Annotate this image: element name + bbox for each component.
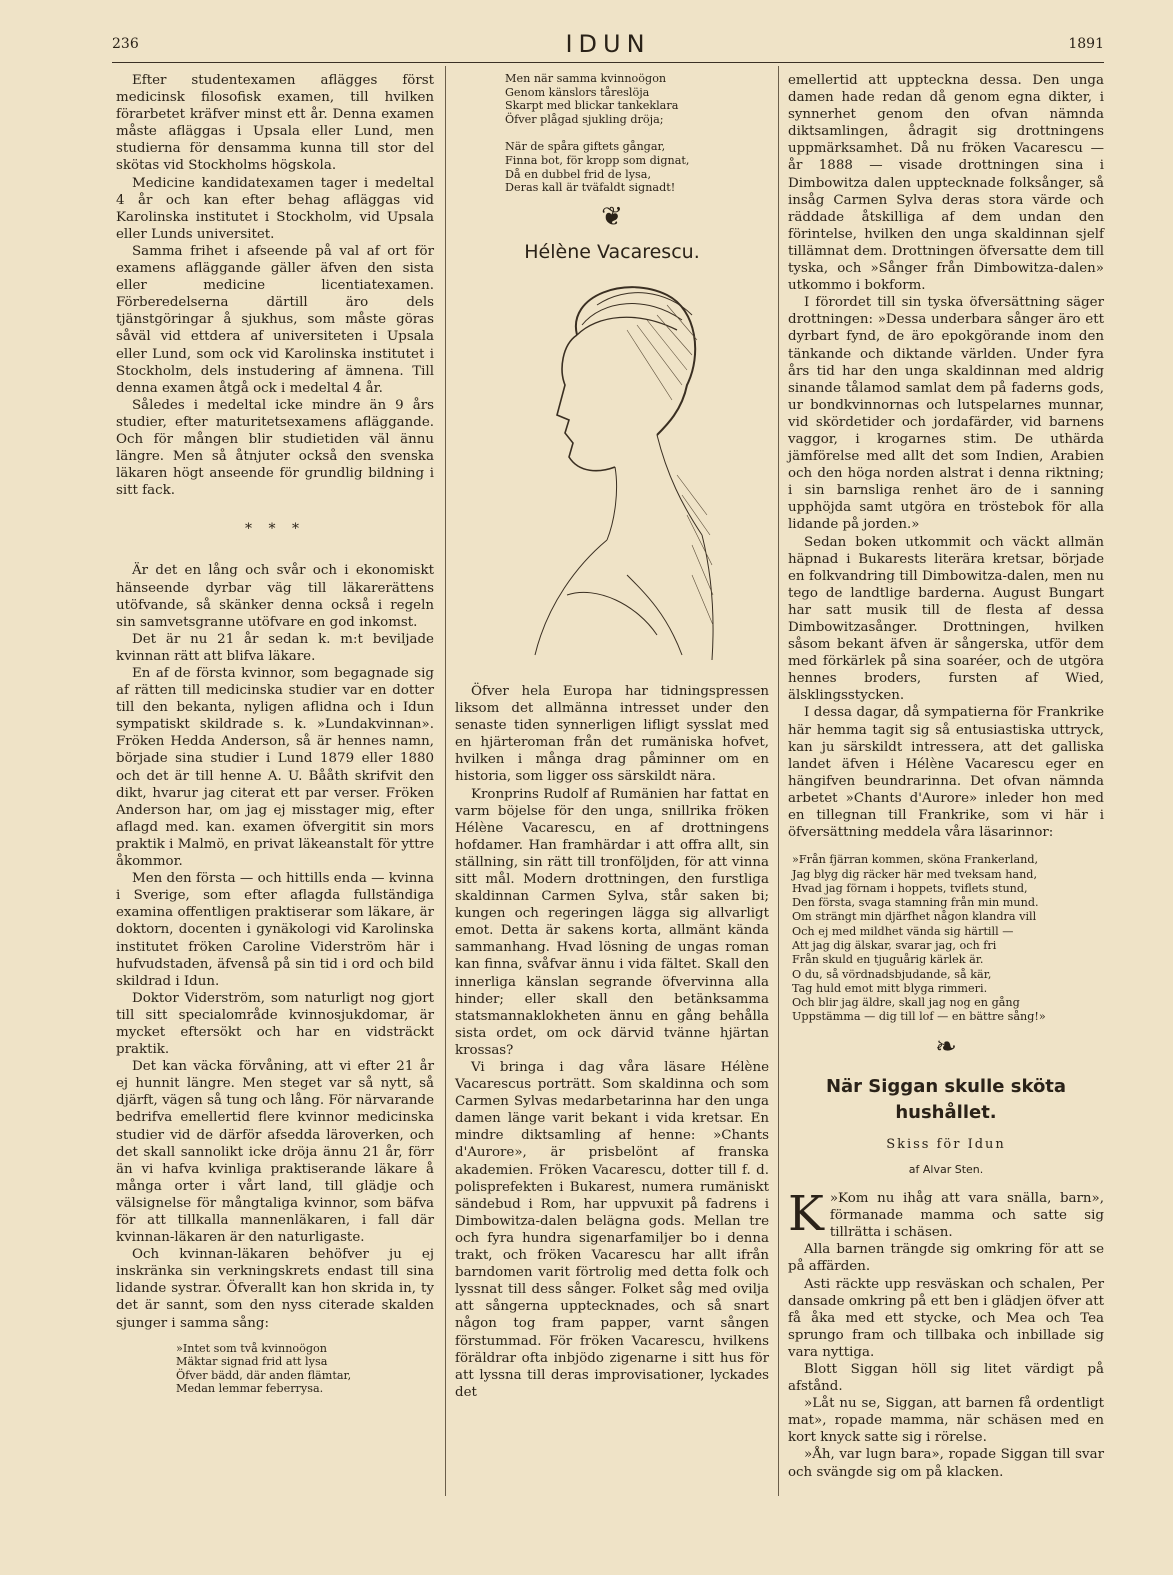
paragraph: Är det en lång och svår och i ekonomiskt hänseende dyrbar väg till läkarerättens utöfvande, så skänker denna också i regeln sin samvetsgranne utöfvare en god inkomst. <box>116 563 434 630</box>
paragraph: Det är nu 21 år sedan k. m:t beviljade kvinnan rätt att blifva läkare. <box>116 631 434 664</box>
portrait-icon <box>507 275 717 665</box>
masthead-title: IDUN <box>565 30 651 58</box>
paragraph: Öfver hela Europa har tidningspressen liksom det allmänna intresset under den senaste tiden synnerligen lifligt sysslat med en hjärteroman från det rumäniska hofvet, hvilken i många drag påminner om en historia, som ligger oss särskildt nära. <box>455 683 769 785</box>
drop-cap: K <box>788 1186 824 1243</box>
verse-line: Men när samma kvinnoögon <box>505 72 667 85</box>
verse-line: Genom känslors tåreslöja <box>505 85 650 99</box>
paragraph: Således i medeltal icke mindre än 9 års studier, efter maturitetsexamens afläggande. Och för mången blir studietiden väl ännu längre. Men så åtnjuter också den svenska läkaren högt anseende för grundlig bildning i sitt fack. <box>116 397 434 499</box>
verse-line: Att jag dig älskar, svarar jag, och fri <box>792 939 997 952</box>
verse-line: Finna bot, för kropp som dignat, <box>505 153 690 167</box>
article-title: Hélène Vacarescu. <box>524 240 700 263</box>
verse-line: Öfver bädd, där anden flämtar, <box>176 1368 352 1382</box>
story-title: När Siggan skulle sköta hushållet. <box>825 1075 1067 1123</box>
verse-line: Medan lemmar feberrysa. <box>176 1382 324 1396</box>
verse-line: Då en dubbel frid de lysa, <box>505 167 652 181</box>
verse-line: Och ej med mildhet vända sig härtill — <box>792 924 1014 938</box>
ornament-icon: ❧ <box>935 1031 957 1062</box>
poem-quote <box>505 72 769 126</box>
paragraph: Medicine kandidatexamen tager i medeltal 4 år och kan efter behag afläggas vid Karolinska institutet i Stockholm, vid Upsala eller Lunds universitet. <box>116 175 434 242</box>
page-number: 236 <box>112 36 139 52</box>
paragraph <box>788 1186 1104 1243</box>
paragraph: emellertid att uppteckna dessa. Den unga damen hade redan då genom egna dikter, i synnerhet genom den ofvan nämnda diktsamlingen, ådragit sig drottningens uppmärksamhet. Då nu fröken Vacarescu — år 1888 — visade drottningen sina i Dimbowitza dalen upptecknade folksånger, så insåg Carmen Sylva deras stora värde och räddade åtskilliga af dem undan den förintelse, hvilken den unga skaldinnan sjelf tillämnat dem. Drottningen öfversatte dem till tyska, och »Sånger från Dimbowitza-dalen» utkommo i bokform. <box>788 73 1104 294</box>
column-3 <box>788 72 1104 1481</box>
paragraph: Samma frihet i afseende på val af ort för examens afläggande gäller äfven den sista eller medicine licentiatexamen. Förberedelserna därtill äro dels tjänstgöringar å sjukhus, som måste göras såväl vid ettdera af universiteten i Upsala eller Lund, som ock vid Karolinska institutet i Stockholm, dels instudering af ämnena. Till denna examen åtgå ock i medeltal 4 år. <box>116 243 434 396</box>
paragraph: »Åh, var lugn bara», ropade Siggan till svar och svängde sig om på klacken. <box>788 1447 1104 1480</box>
paragraph: Doktor Viderström, som naturligt nog gjort till sitt specialområde kvinnosjukdomar, är mycket eftersökt och har en vidsträckt praktik. <box>116 990 434 1058</box>
verse-line: Skarpt med blickar tankeklara <box>505 99 679 113</box>
paragraph: Men den första — och hittills enda — kvinna i Sverige, som efter aflagda fullständiga examina offentligen praktiserar som läkare, är doktorn, docenten i gynäkologi vid Karolinska institutet fröken Caroline Viderström här i hufvudstaden, äfvenså på sin tid i ord och bild skildrad i Idun. <box>116 871 434 989</box>
paragraph: Blott Siggan höll sig litet värdigt på afstånd. <box>788 1362 1104 1395</box>
paragraph: I förordet till sin tyska öfversättning säger drottningen: »Dessa underbara sånger äro ett dyrbart fynd, de äro epokgörande inom den tänkande och diktande världen. Under fyra års tid har den unga skaldinnan med aldrig sinande tålamod samlat dem på faderns gods, ur bondkvinnornas och lutspelarnes munnar, vid skördetider och jordafärder, vid barnens vaggor, i krogarnes stim. De uthärda jämförelse med allt det som Indien, Arabien och den höga norden alstrat i denna riktning; i sin barnsliga renhet äro de i sanning upphöjda samt utgöra en tröstebok för alla lidande på jorden.» <box>788 295 1104 533</box>
verse-line: Mäktar signad frid att lysa <box>176 1355 328 1369</box>
poem-quote <box>792 853 1104 1025</box>
section-separator: * * * <box>245 521 305 538</box>
column-2 <box>455 72 769 1401</box>
paragraph: I dessa dagar, då sympatierna för Frankrike här hemma tagit sig så entusiastiska uttryck, kan ju särskildt intressera, att det galliska landet äfven i Hélène Vacarescu eger en hängifven beundrarinna. Det ofvan nämnda arbetet »Chants d'Aurore» inleder hon med en tillegnan till Frankrike, som vi här i öfversättning meddela våra läsarinnor: <box>788 705 1104 841</box>
verse-line: Om strängt min djärfhet någon klandra vill <box>792 910 1037 924</box>
verse-line: O du, så vördnadsbjudande, så kär, <box>792 967 992 981</box>
verse-line: »Intet som två kvinnoögon <box>176 1341 327 1355</box>
paragraph: Efter studentexamen aflägges först medicinsk filosofisk examen, till hvilken förarbetet kräfver minst ett år. Denna examen måste afläggas i Upsala eller Lund, men studierna för densamma kunna till stor del skötas vid Stockholms högskola. <box>116 73 434 174</box>
ornament-icon: ❦ <box>601 201 623 232</box>
verse-line: Och blir jag äldre, skall jag nog en gång <box>792 996 1020 1010</box>
verse-line: Deras kall är tväfaldt signadt! <box>505 181 676 195</box>
paragraph: Vi bringa i dag våra läsare Hélène Vacarescus porträtt. Som skaldinna och som Carmen Sylvas medarbetarinna har den unga damen länge varit bekant i vida kretsar. En mindre diktsamling af henne: »Chants d'Aurore», är prisbelönt af franska akademien. Fröken Vacarescu, dotter till f. d. polisprefekten i Bukarest, numera rumäniskt sändebud i Rom, har uppvuxit på fadrens i Dimbowitza-dalen belägna gods. Mellan tre och fyra hundra sigenarfamiljer bo i denna trakt, och fröken Vacarescu har allt ifrån barndomen varit förtrolig med detta folk och lyssnat till dess sånger. Folket såg med ovilja att sångerna upptecknades, och så snart någon tog fram papper, varnt sången förstummad. För fröken Vacarescu, hvilkens föräldrar ofta inbjödo zigenarne i sitt hus för att lyssna till deras improvisationer, lyckades det <box>455 1060 769 1400</box>
column-1 <box>116 72 434 1406</box>
verse-line: Öfver plågad sjukling dröja; <box>505 112 664 126</box>
paragraph: Asti räckte upp resväskan och schalen, Per dansade omkring på ett ben i glädjen öfver att få åka med ett stycke, och Mea och Tea sprungo fram och tillbaka och inbillade sig vara nyttiga. <box>788 1276 1104 1360</box>
paragraph: »Låt nu se, Siggan, att barnen få ordentligt mat», ropade mamma, när schäsen med en kort knyck satte sig i rörelse. <box>788 1396 1104 1446</box>
paragraph: En af de första kvinnor, som begagnade sig af rätten till medicinska studier var en dotter till den bekanta, nyligen aflidna och i Idun sympatiskt skildrade s. k. »Lundakvinnan». Fröken Hedda Anderson, så är hennes namn, började sina studier i Lund 1879 eller 1880 och det är till henne A. U. Bååth skrifvit den dikt, hvarur jag citerat ett par verser. Fröken Anderson har, om jag ej misstager mig, efter aflagd med. kan. examen öfvergitit sin mors praktik i Malmö, en privat läkeanstalt för yttre åkommor. <box>116 666 434 870</box>
paragraph: Och kvinnan-läkaren behöfver ju ej inskränka sin verkningskrets endast till sina lidande systrar. Öfverallt kan hon skrida in, ty det är sannt, som den nyss citerade skalden sjunger i samma sång: <box>116 1247 434 1331</box>
verse-line: Uppstämma — dig till lof — en bättre sång!» <box>792 1010 1046 1024</box>
verse-line: Tag huld emot mitt blyga rimmeri. <box>792 981 988 995</box>
verse-line: Den första, svaga stamning från min mund. <box>792 896 1039 910</box>
verse-line: När de spåra giftets gångar, <box>505 140 666 154</box>
story-text: »Kom nu ihåg att vara snälla, barn», förmanade mamma och satte sig tillrätta i schäsen. <box>829 1191 1104 1241</box>
column-divider <box>778 66 779 1496</box>
paragraph: Alla barnen trängde sig omkring för att se på affärden. <box>788 1242 1104 1275</box>
verse-line: Hvad jag förnam i hoppets, tviflets stund, <box>792 881 1028 895</box>
poem-quote <box>176 1342 434 1396</box>
verse-line: Från skuld en tjuguårig kärlek är. <box>792 953 984 967</box>
verse-line: Jag blyg dig räcker här med tveksam hand, <box>792 867 1038 881</box>
verse-line: »Från fjärran kommen, sköna Frankerland, <box>792 853 1039 867</box>
paragraph: Det kan väcka förvåning, att vi efter 21 år ej hunnit längre. Men steget var så nytt, så djärft, vägen så tung och lång. För närvarande bedrifva emellertid flere kvinnor medicinska studier vid de därför afsedda läroverken, och det skall sannolikt icke dröja ännu 21 år, förr än vi hafva kvinliga praktiserande läkare å många orter i vårt land, till glädje och välsignelse för mångtaliga kvinnor, som bäfva för att tillkalla mannenläkaren, i fall där kvinnan-läkaren är den naturligaste. <box>116 1059 434 1246</box>
poem-quote <box>505 140 769 194</box>
column-divider <box>445 66 446 1496</box>
paragraph: Kronprins Rudolf af Rumänien har fattat en varm böjelse för den unga, snillrika fröken Hélène Vacarescu, en af drottningens hofdamer. Han framhärdar i att offra allt, sin ställning, sin rätt till tronföljden, för att vinna sitt mål. Modern drottningen, den furstliga skaldinnan Carmen Sylva, står saken bi; kungen och regeringen lägga sig allvarligt emot. Detta är sakens korta, allmänt kända sammanhang. Hvad lösning de ungas roman kan finna, svåfvar ännu i vida fältet. Skall den innerliga känslan segrande öfvervinna alla hinder; eller skall den betänksamma statsmannaklokheten ännu en gång behålla sista ordet, om ock därvid tvänne hjärtan krossas? <box>455 786 769 1058</box>
header-year: 1891 <box>1068 36 1104 52</box>
header-rule <box>112 62 1104 63</box>
story-subtitle: Skiss för Idun <box>886 1136 1006 1152</box>
paragraph: Sedan boken utkommit och väckt allmän häpnad i Bukarests literära kretsar, började en folkvandring till Dimbowitza-dalen, men nu tego de landtlige barderna. August Bungart har satt musik till de flesta af dessa Dimbowitzasånger. Drottningen, hvilken såsom bekant äfven är sångerska, utför dem med förkärlek på sina soaréer, och de utgöra hennes broders, fursten af Wied, älsklingsstycken. <box>788 534 1104 704</box>
page-header <box>112 30 1104 64</box>
story-byline: af Alvar Sten. <box>908 1162 984 1176</box>
